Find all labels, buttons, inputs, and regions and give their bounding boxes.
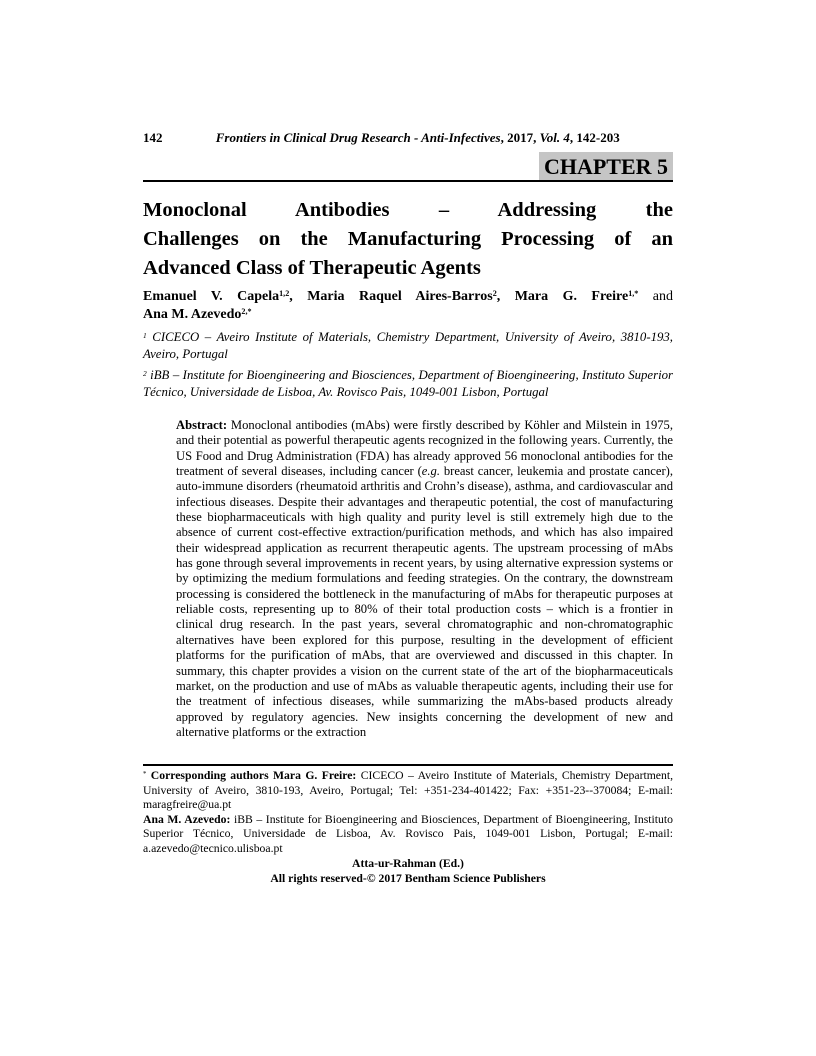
- journal-segment: Vol. 4: [539, 130, 570, 145]
- footnote-bold-lead: Ana M. Azevedo:: [143, 812, 231, 826]
- rights-line: All rights reserved-© 2017 Bentham Science Publishers: [270, 871, 546, 885]
- page-header: [143, 130, 673, 146]
- footnote-corresponding: [143, 769, 673, 813]
- journal-segment: , 142-203: [569, 130, 620, 145]
- author-superscript: 2: [492, 289, 497, 299]
- author-line: [143, 306, 673, 324]
- abstract-eg: e.g.: [421, 464, 440, 479]
- page-footer: [143, 857, 673, 886]
- footnote-marker: *: [143, 770, 147, 778]
- affiliation-text: iBB – Institute for Bioengineering and Biosciences, Department of Bioengineering, Instituto Superior Técnico, Universidade de Lisboa, Av. Rovisco Pais, 1049-001 Lisbon, Portugal: [143, 368, 674, 399]
- affiliations: [143, 329, 673, 405]
- authors: [143, 288, 673, 323]
- abstract: [176, 418, 673, 740]
- footnote-bold-lead: Corresponding authors Mara G. Freire:: [150, 769, 357, 782]
- author-conjunction: and: [638, 289, 674, 304]
- author-superscript: 1,*: [628, 289, 639, 299]
- journal-segment: Frontiers in Clinical Drug Research - Anti-Infectives: [215, 130, 501, 145]
- page-number: 142: [143, 130, 163, 145]
- author-name: Ana M. Azevedo: [143, 306, 242, 322]
- author-name: Emanuel V. Capela: [143, 289, 280, 304]
- footnote-rule: [143, 764, 673, 766]
- abstract-text: Monoclonal antibodies (mAbs) were firstly described by Köhler and Milstein in 1975, and their potential as powerful therapeutic agents recognized in the following years. Currently, the US Food and Drug Administration (FDA) has already approved 56 monoclonal antibodies for the treatment of several diseases, including cancer (: [176, 418, 673, 479]
- abstract-label: Abstract:: [176, 418, 228, 432]
- title-line: Monoclonal Antibodies – Addressing the: [143, 199, 673, 221]
- title-line: Challenges on the Manufacturing Processing of an: [143, 228, 673, 250]
- footnote-text: iBB – Institute for Bioengineering and Biosciences, Department of Bioengineering, Instituto Superior Técnico, Universidade de Lisboa, Av. Rovisco Pais, 1049-001 Lisbon, Portugal; E-mail: a.azevedo@tecnico.ulisboa.pt: [143, 812, 673, 855]
- header-rule: [143, 180, 673, 182]
- abstract-text: breast cancer, leukemia and prostate cancer), auto-immune disorders (rheumatoid arthritis and Crohn’s disease), asthma, and cardiovascular and infectious diseases. Despite their advantages and therapeutic potential, the cost of manufacturing these biopharmaceuticals with high quality and purity level is still extremely high due to the absence of current cost-effective extraction/purification methods, and which has also impaired their widespread application as recurrent therapeutic agents. The upstream processing of mAbs has gone through several improvements in recent years, by using alternative expression systems or by optimizing the medium formulations and feeding strategies. On the contrary, the downstream processing is considered the bottleneck in the manufacturing of mAbs for therapeutic purposes at reliable costs, representing up to 80% of their total production costs – which is a frontier in clinical drug research. In the past years, several chromatographic and non-chromatographic alternatives have been explored for this purpose, resulting in the development of efficient platforms for the purification of mAbs, that are overviewed and discussed in this chapter. In summary, this chapter provides a vision on the current state of the art of the biopharmaceuticals market, on the production and use of mAbs as valuable therapeutic agents, including their use for the treatment of infectious diseases, while summarizing the mAbs-based products already approved by regulatory agencies. New insights concerning the development of new and alternative platforms or the extraction: [176, 464, 674, 739]
- affiliation-marker: 1: [143, 330, 147, 340]
- affiliation-marker: 2: [143, 368, 147, 378]
- chapter-title: [143, 196, 673, 283]
- footnote-coauthor: [143, 813, 673, 857]
- author-name: , Maria Raquel Aires-Barros: [289, 289, 493, 304]
- chapter-label: CHAPTER 5: [539, 152, 673, 181]
- author-name: , Mara G. Freire: [496, 289, 629, 304]
- affiliation-2: [143, 367, 673, 401]
- footnote: [143, 769, 673, 857]
- affiliation-1: [143, 329, 673, 363]
- editor-line: Atta-ur-Rahman (Ed.): [352, 857, 464, 870]
- affiliation-text: CICECO – Aveiro Institute of Materials, Chemistry Department, University of Aveiro, 3810-193, Aveiro, Portugal: [143, 330, 673, 361]
- author-line: [143, 288, 673, 306]
- footnote-text: CICECO – Aveiro Institute of Materials, Chemistry Department, University of Aveiro, 3810-193, Aveiro, Portugal; Tel: +351-234-401422; Fax: +351-23--370084; E-mail: maragfreire@ua.pt: [143, 769, 673, 812]
- journal-segment: , 2017,: [500, 130, 540, 145]
- author-superscript: 2,*: [241, 306, 252, 316]
- journal-title: [163, 130, 674, 146]
- title-line: Advanced Class of Therapeutic Agents: [143, 257, 481, 279]
- author-superscript: 1,2: [279, 289, 290, 299]
